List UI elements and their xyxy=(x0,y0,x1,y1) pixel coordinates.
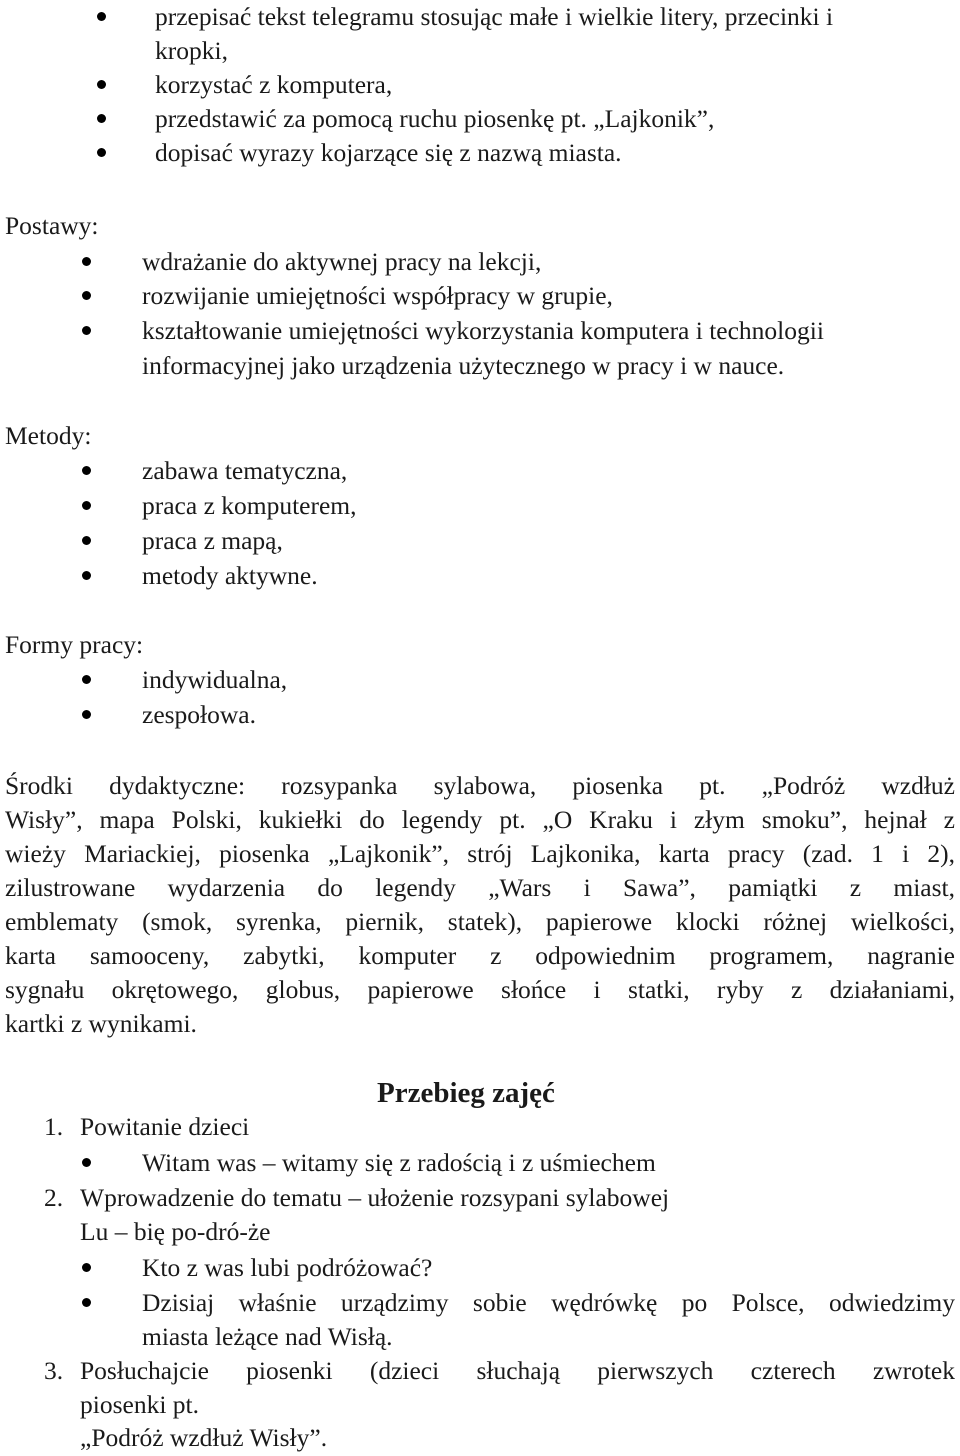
bullet-icon xyxy=(82,466,91,475)
bullet-icon xyxy=(82,1298,91,1307)
section-label: Postawy: xyxy=(5,211,99,240)
paragraph-line: Wisły”, mapa Polski, kukiełki do legendy pt. „O Kraku i złym smoku”, hejnał z xyxy=(5,805,955,834)
bullet-icon xyxy=(82,1263,91,1272)
bullet-icon xyxy=(82,501,91,510)
step-number: 3. xyxy=(44,1356,64,1385)
step-text: piosenki pt. xyxy=(80,1390,199,1419)
list-item: zabawa tematyczna, xyxy=(142,456,348,485)
bullet-icon xyxy=(82,291,91,300)
list-item: informacyjnej jako urządzenia użytecznego w pracy i w nauce. xyxy=(142,351,785,380)
section-title: Przebieg zajęć xyxy=(377,1077,555,1109)
list-item: Kto z was lubi podróżować? xyxy=(142,1253,433,1282)
bullet-icon xyxy=(82,571,91,580)
list-item: wdrażanie do aktywnej pracy na lekcji, xyxy=(142,247,542,276)
step-text: Lu – bię po-dró-że xyxy=(80,1217,271,1246)
list-item: dopisać wyrazy kojarzące się z nazwą miasta. xyxy=(155,138,622,167)
section-label: Formy pracy: xyxy=(5,630,144,659)
step-text: Posłuchajcie piosenki (dzieci słuchają pierwszych czterech zwrotek xyxy=(80,1356,955,1385)
list-item: praca z mapą, xyxy=(142,526,283,555)
list-item: indywidualna, xyxy=(142,665,288,694)
step-number: 2. xyxy=(44,1183,64,1212)
bullet-icon xyxy=(82,675,91,684)
step-text: „Podróż wzdłuż Wisły”. xyxy=(80,1423,328,1452)
paragraph-line: kartki z wynikami. xyxy=(5,1009,197,1038)
bullet-icon xyxy=(97,80,106,89)
paragraph-line: karta samooceny, zabytki, komputer z odpowiednim programem, nagranie xyxy=(5,941,955,970)
list-item: Dzisiaj właśnie urządzimy sobie wędrówkę po Polsce, odwiedzimy xyxy=(142,1288,955,1317)
bullet-icon xyxy=(97,12,106,21)
bullet-icon xyxy=(82,326,91,335)
paragraph-line: wieży Mariackiej, piosenka „Lajkonik”, strój Lajkonika, karta pracy (zad. 1 i 2), xyxy=(5,839,955,868)
section-label: Metody: xyxy=(5,421,92,450)
paragraph-line: zilustrowane wydarzenia do legendy „Wars i Sawa”, pamiątki z miast, xyxy=(5,873,955,902)
list-item: metody aktywne. xyxy=(142,561,318,590)
list-item: przepisać tekst telegramu stosując małe i wielkie litery, przecinki i xyxy=(155,2,834,31)
list-item: kropki, xyxy=(155,36,228,65)
bullet-icon xyxy=(82,710,91,719)
paragraph-line: sygnału okrętowego, globus, papierowe słońce i statki, ryby z działaniami, xyxy=(5,975,955,1004)
list-item: praca z komputerem, xyxy=(142,491,357,520)
paragraph-line: Środki dydaktyczne: rozsypanka sylabowa, piosenka pt. „Podróż wzdłuż xyxy=(5,771,955,800)
bullet-icon xyxy=(82,1158,91,1167)
step-number: 1. xyxy=(44,1112,64,1141)
step-text: Powitanie dzieci xyxy=(80,1112,250,1141)
bullet-icon xyxy=(82,536,91,545)
list-item: Witam was – witamy się z radością i z uśmiechem xyxy=(142,1148,656,1177)
list-item: miasta leżące nad Wisłą. xyxy=(142,1322,393,1351)
paragraph-line: emblematy (smok, syrenka, piernik, statek), papierowe klocki różnej wielkości, xyxy=(5,907,955,936)
list-item: zespołowa. xyxy=(142,700,257,729)
list-item: rozwijanie umiejętności współpracy w grupie, xyxy=(142,281,613,310)
bullet-icon xyxy=(82,257,91,266)
step-text: Wprowadzenie do tematu – ułożenie rozsypani sylabowej xyxy=(80,1183,670,1212)
list-item: przedstawić za pomocą ruchu piosenkę pt. „Lajkonik”, xyxy=(155,104,715,133)
bullet-icon xyxy=(97,114,106,123)
bullet-icon xyxy=(97,148,106,157)
list-item: korzystać z komputera, xyxy=(155,70,393,99)
list-item: kształtowanie umiejętności wykorzystania komputera i technologii xyxy=(142,316,824,345)
